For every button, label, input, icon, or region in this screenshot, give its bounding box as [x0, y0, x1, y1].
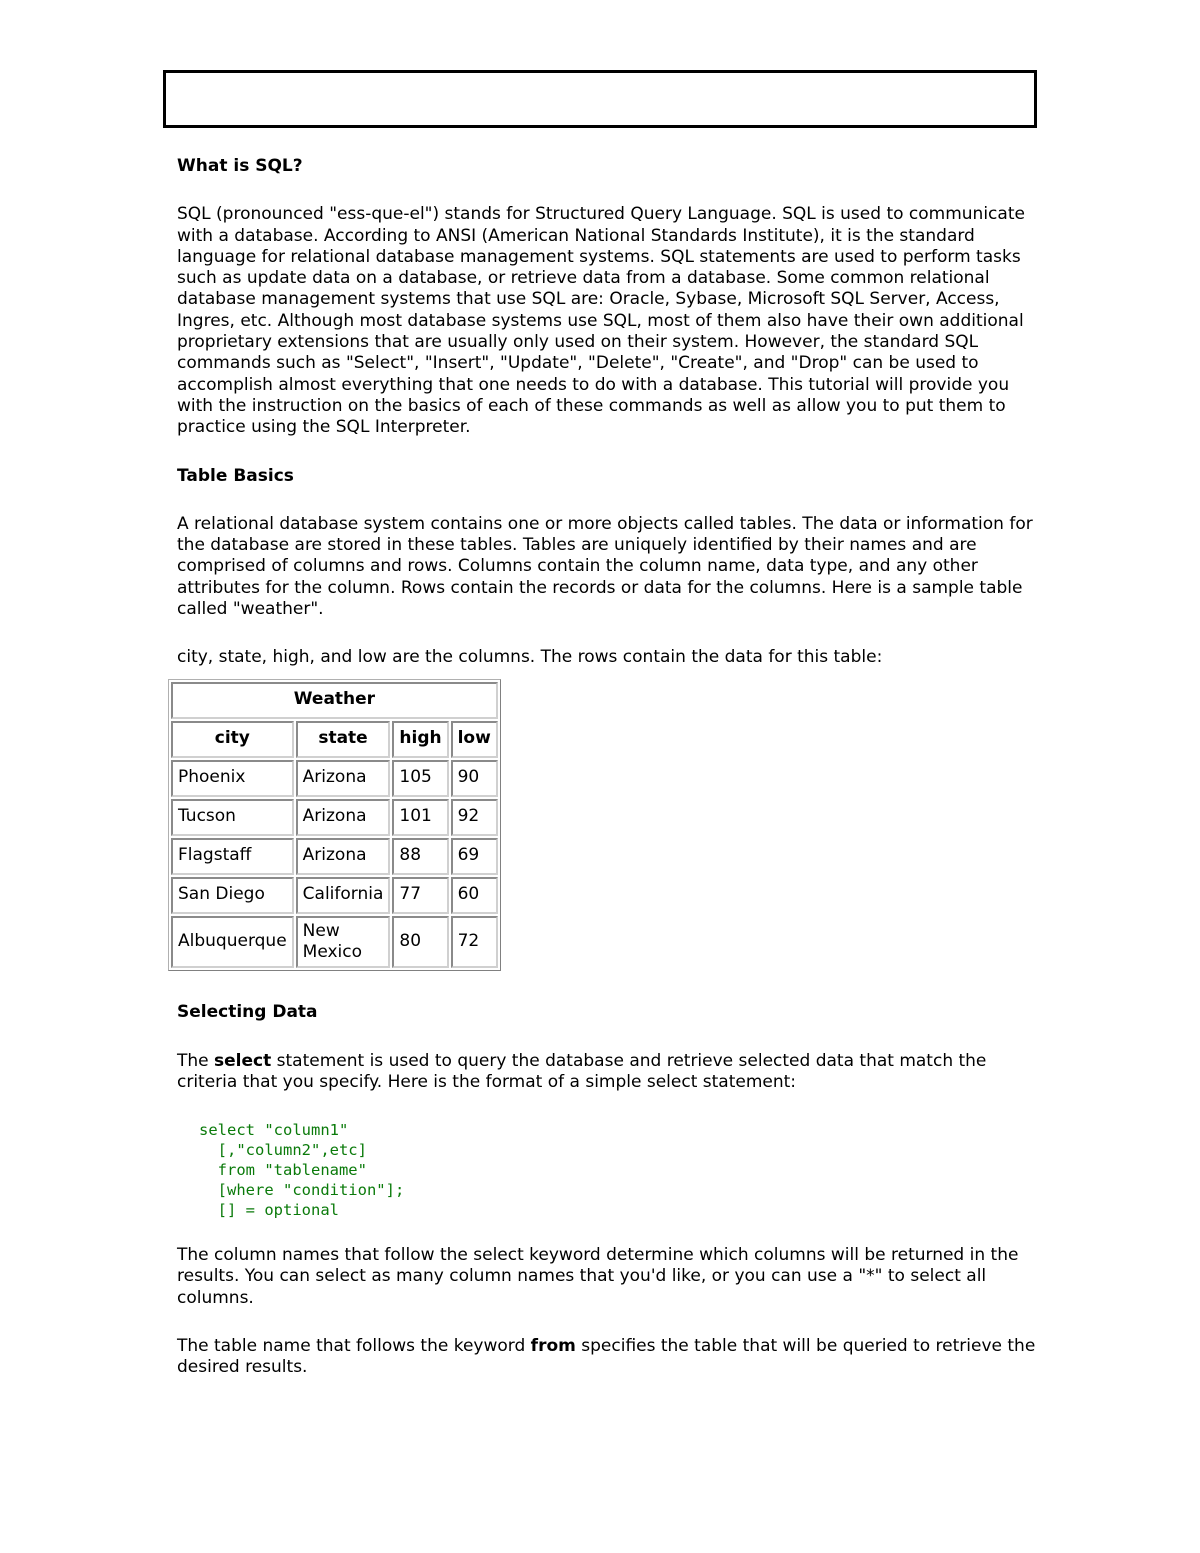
- table-cell: Arizona: [296, 838, 391, 875]
- table-caption-row: [171, 682, 498, 719]
- heading-table-basics: Table Basics: [177, 465, 294, 486]
- text-segment: The: [177, 1050, 215, 1071]
- table-row: [171, 799, 498, 836]
- column-header-state: state: [296, 721, 391, 758]
- column-header-city: city: [171, 721, 294, 758]
- column-header-high: high: [392, 721, 448, 758]
- column-header-low: low: [451, 721, 498, 758]
- text-segment: statement is used to query the database and retrieve selected data that match the criteria that you specify. Here is the format of a simple select statement:: [177, 1050, 987, 1092]
- paragraph-what-is-sql: SQL (pronounced "ess-que-el") stands for Structured Query Language. SQL is used to communicate with a database. According to ANSI (American National Standards Institute), it is the standard language for relational database management systems. SQL statements are used to perform tasks such as update data on a database, or retrieve data from a database. Some common relational database management systems that use SQL are: Oracle, Sybase, Microsoft SQL Server, Access, Ingres, etc. Although most database systems use SQL, most of them also have their own additional proprietary extensions that are usually only used on their system. However, the standard SQL commands such as "Select", "Insert", "Update", "Delete", "Create", and "Drop" can be used to accomplish almost everything that one needs to do with a database. This tutorial will provide you with the instruction on the basics of each of these commands as well as allow you to put them to practice using the SQL Interpreter.: [177, 204, 1025, 438]
- paragraph-from-keyword: [177, 1336, 1037, 1379]
- weather-table: [168, 679, 501, 972]
- table-cell: Albuquerque: [171, 916, 294, 969]
- table-body: [171, 760, 498, 969]
- table-row: [171, 916, 498, 969]
- document-content: [177, 156, 1037, 1406]
- heading-what-is-sql: What is SQL?: [177, 156, 303, 176]
- table-cell: San Diego: [171, 877, 294, 914]
- table-row: [171, 877, 498, 914]
- table-row: [171, 838, 498, 875]
- table-cell: 72: [451, 916, 498, 969]
- code-line: from "tablename": [199, 1161, 367, 1180]
- table-header-row: [171, 721, 498, 758]
- keyword-select: select: [214, 1050, 272, 1071]
- text-segment: specifies the table that will be queried to retrieve the desired results.: [177, 1336, 1036, 1378]
- table-cell: Phoenix: [171, 760, 294, 797]
- code-line: [where "condition"];: [199, 1181, 405, 1200]
- table-cell: 60: [451, 877, 498, 914]
- table-cell: 69: [451, 838, 498, 875]
- code-block-select: [199, 1120, 1037, 1220]
- keyword-from: from: [530, 1336, 576, 1357]
- code-line: [] = optional: [199, 1201, 339, 1220]
- table-cell: 101: [392, 799, 448, 836]
- table-cell: 105: [392, 760, 448, 797]
- table-cell: 92: [451, 799, 498, 836]
- table-caption: Weather: [171, 682, 498, 719]
- text-segment: The table name that follows the keyword: [177, 1336, 531, 1357]
- paragraph-column-names: The column names that follow the select keyword determine which columns will be returned in the results. You can select as many column names that you'd like, or you can use a "*" to select all columns.: [177, 1245, 1019, 1308]
- paragraph-table-basics: A relational database system contains one or more objects called tables. The data or information for the database are stored in these tables. Tables are uniquely identified by their names and are comprised of columns and rows. Columns contain the column name, data type, and any other attributes for the column. Rows contain the records or data for the columns. Here is a sample table called "weather".: [177, 513, 1033, 620]
- table-row: [171, 760, 498, 797]
- table-cell: 77: [392, 877, 448, 914]
- table-cell: Flagstaff: [171, 838, 294, 875]
- paragraph-table-intro: city, state, high, and low are the columns. The rows contain the data for this table:: [177, 647, 883, 668]
- table-cell: Arizona: [296, 760, 391, 797]
- code-line: [,"column2",etc]: [199, 1141, 367, 1160]
- table-cell: Tucson: [171, 799, 294, 836]
- table-cell: 88: [392, 838, 448, 875]
- heading-selecting-data: Selecting Data: [177, 1002, 318, 1023]
- table-cell: 90: [451, 760, 498, 797]
- table-cell: New Mexico: [296, 916, 391, 969]
- table-cell: Arizona: [296, 799, 391, 836]
- code-line: select "column1": [199, 1121, 349, 1140]
- table-cell: California: [296, 877, 391, 914]
- paragraph-select-intro: [177, 1051, 1037, 1094]
- table-cell: 80: [392, 916, 448, 969]
- title-box: [163, 70, 1037, 128]
